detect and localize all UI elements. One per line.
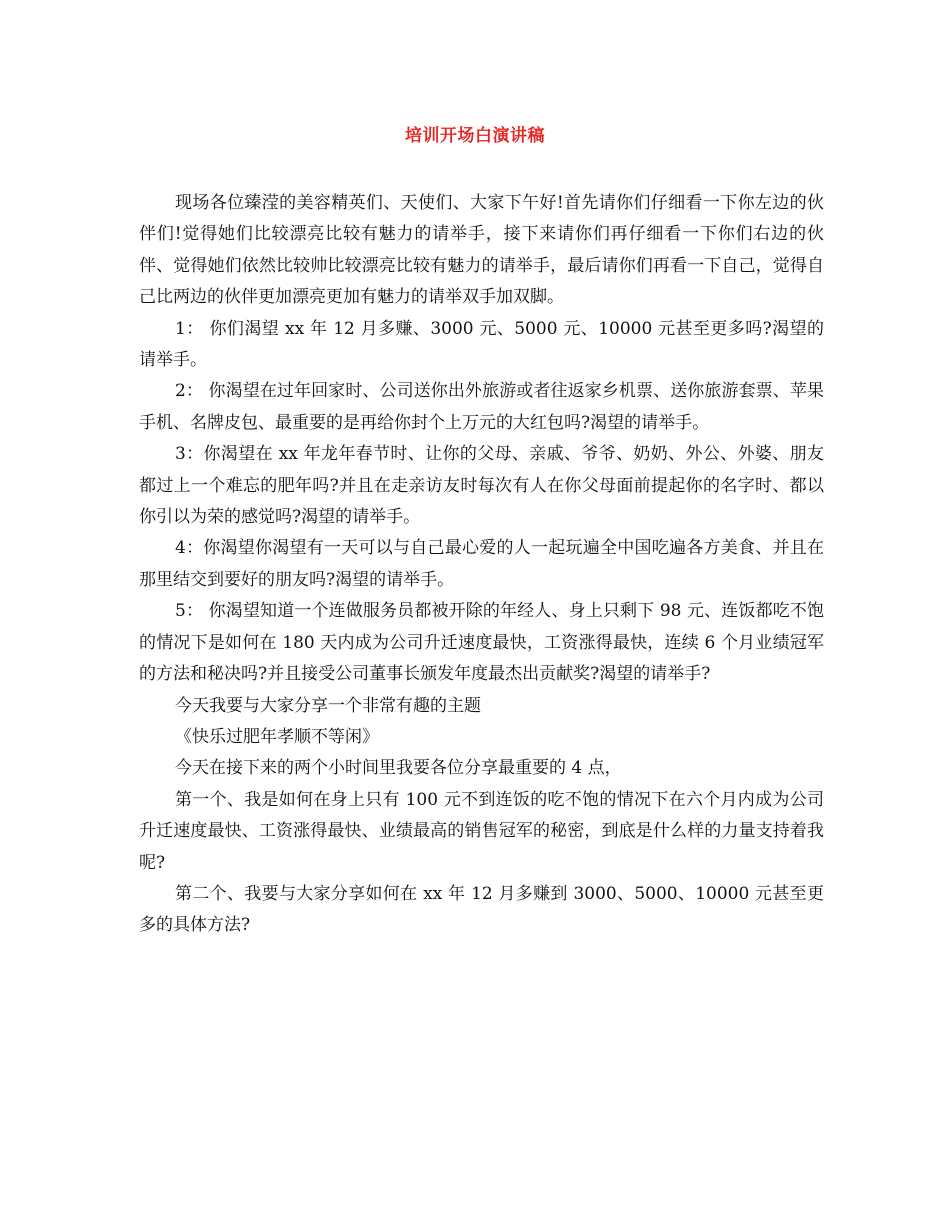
paragraph-intro: 现场各位臻滢的美容精英们、天使们、大家下午好!首先请你们仔细看一下你左边的伙伴们!觉得她们比较漂亮比较有魅力的请举手，接下来请你们再仔细看一下你们右边的伙伴、觉得她们依然比较帅比较漂亮比较有魅力的请举手，最后请你们再看一下自己，觉得自己比两边的伙伴更加漂亮更加有魅力的请举双手加双脚。 <box>139 193 824 308</box>
paragraph-topic-intro: 今天我要与大家分享一个非常有趣的主题 <box>175 695 481 716</box>
paragraph-topic-title: 《快乐过肥年孝顺不等闲》 <box>175 726 379 747</box>
paragraph-question-4: 4：你渴望你渴望有一天可以与自己最心爱的人一起玩遍全中国吃遍各方美食、并且在那里结交到要好的朋友吗?渴望的请举手。 <box>139 538 824 590</box>
paragraph-question-5: 5： 你渴望知道一个连做服务员都被开除的年经人、身上只剩下 98 元、连饭都吃不饱的情况下是如何在 180 天内成为公司升迁速度最快，工资涨得最快，连续 6 个月业绩冠军的方法和秘决吗?并且接受公司董事长颁发年度最杰出贡献奖?渴望的请举手? <box>139 601 824 685</box>
document-body <box>139 188 824 942</box>
paragraph-question-3: 3：你渴望在 xx 年龙年春节时、让你的父母、亲戚、爷爷、奶奶、外公、外婆、朋友都过上一个难忘的肥年吗?并且在走亲访友时每次有人在你父母面前提起你的名字时、都以你引以为荣的感觉吗?渴望的请举手。 <box>139 444 824 528</box>
paragraph-question-2: 2： 你渴望在过年回家时、公司送你出外旅游或者往返家乡机票、送你旅游套票、苹果手机、名牌皮包、最重要的是再给你封个上万元的大红包吗?渴望的请举手。 <box>139 381 824 433</box>
document-title: 培训开场白演讲稿 <box>405 126 545 146</box>
paragraph-point-2: 第二个、我要与大家分享如何在 xx 年 12 月多赚到 3000、5000、10000 元甚至更多的具体方法? <box>139 883 824 936</box>
paragraph-question-1: 1： 你们渴望 xx 年 12 月多赚、3000 元、5000 元、10000 元甚至更多吗?渴望的请举手。 <box>139 318 824 371</box>
paragraph-point-1: 第一个、我是如何在身上只有 100 元不到连饭的吃不饱的情况下在六个月内成为公司升迁速度最快、工资涨得最快、业绩最高的销售冠军的秘密，到底是什么样的力量支持着我呢? <box>139 789 824 873</box>
paragraph-agenda-intro: 今天在接下来的两个小时间里我要各位分享最重要的 4 点， <box>175 758 622 779</box>
